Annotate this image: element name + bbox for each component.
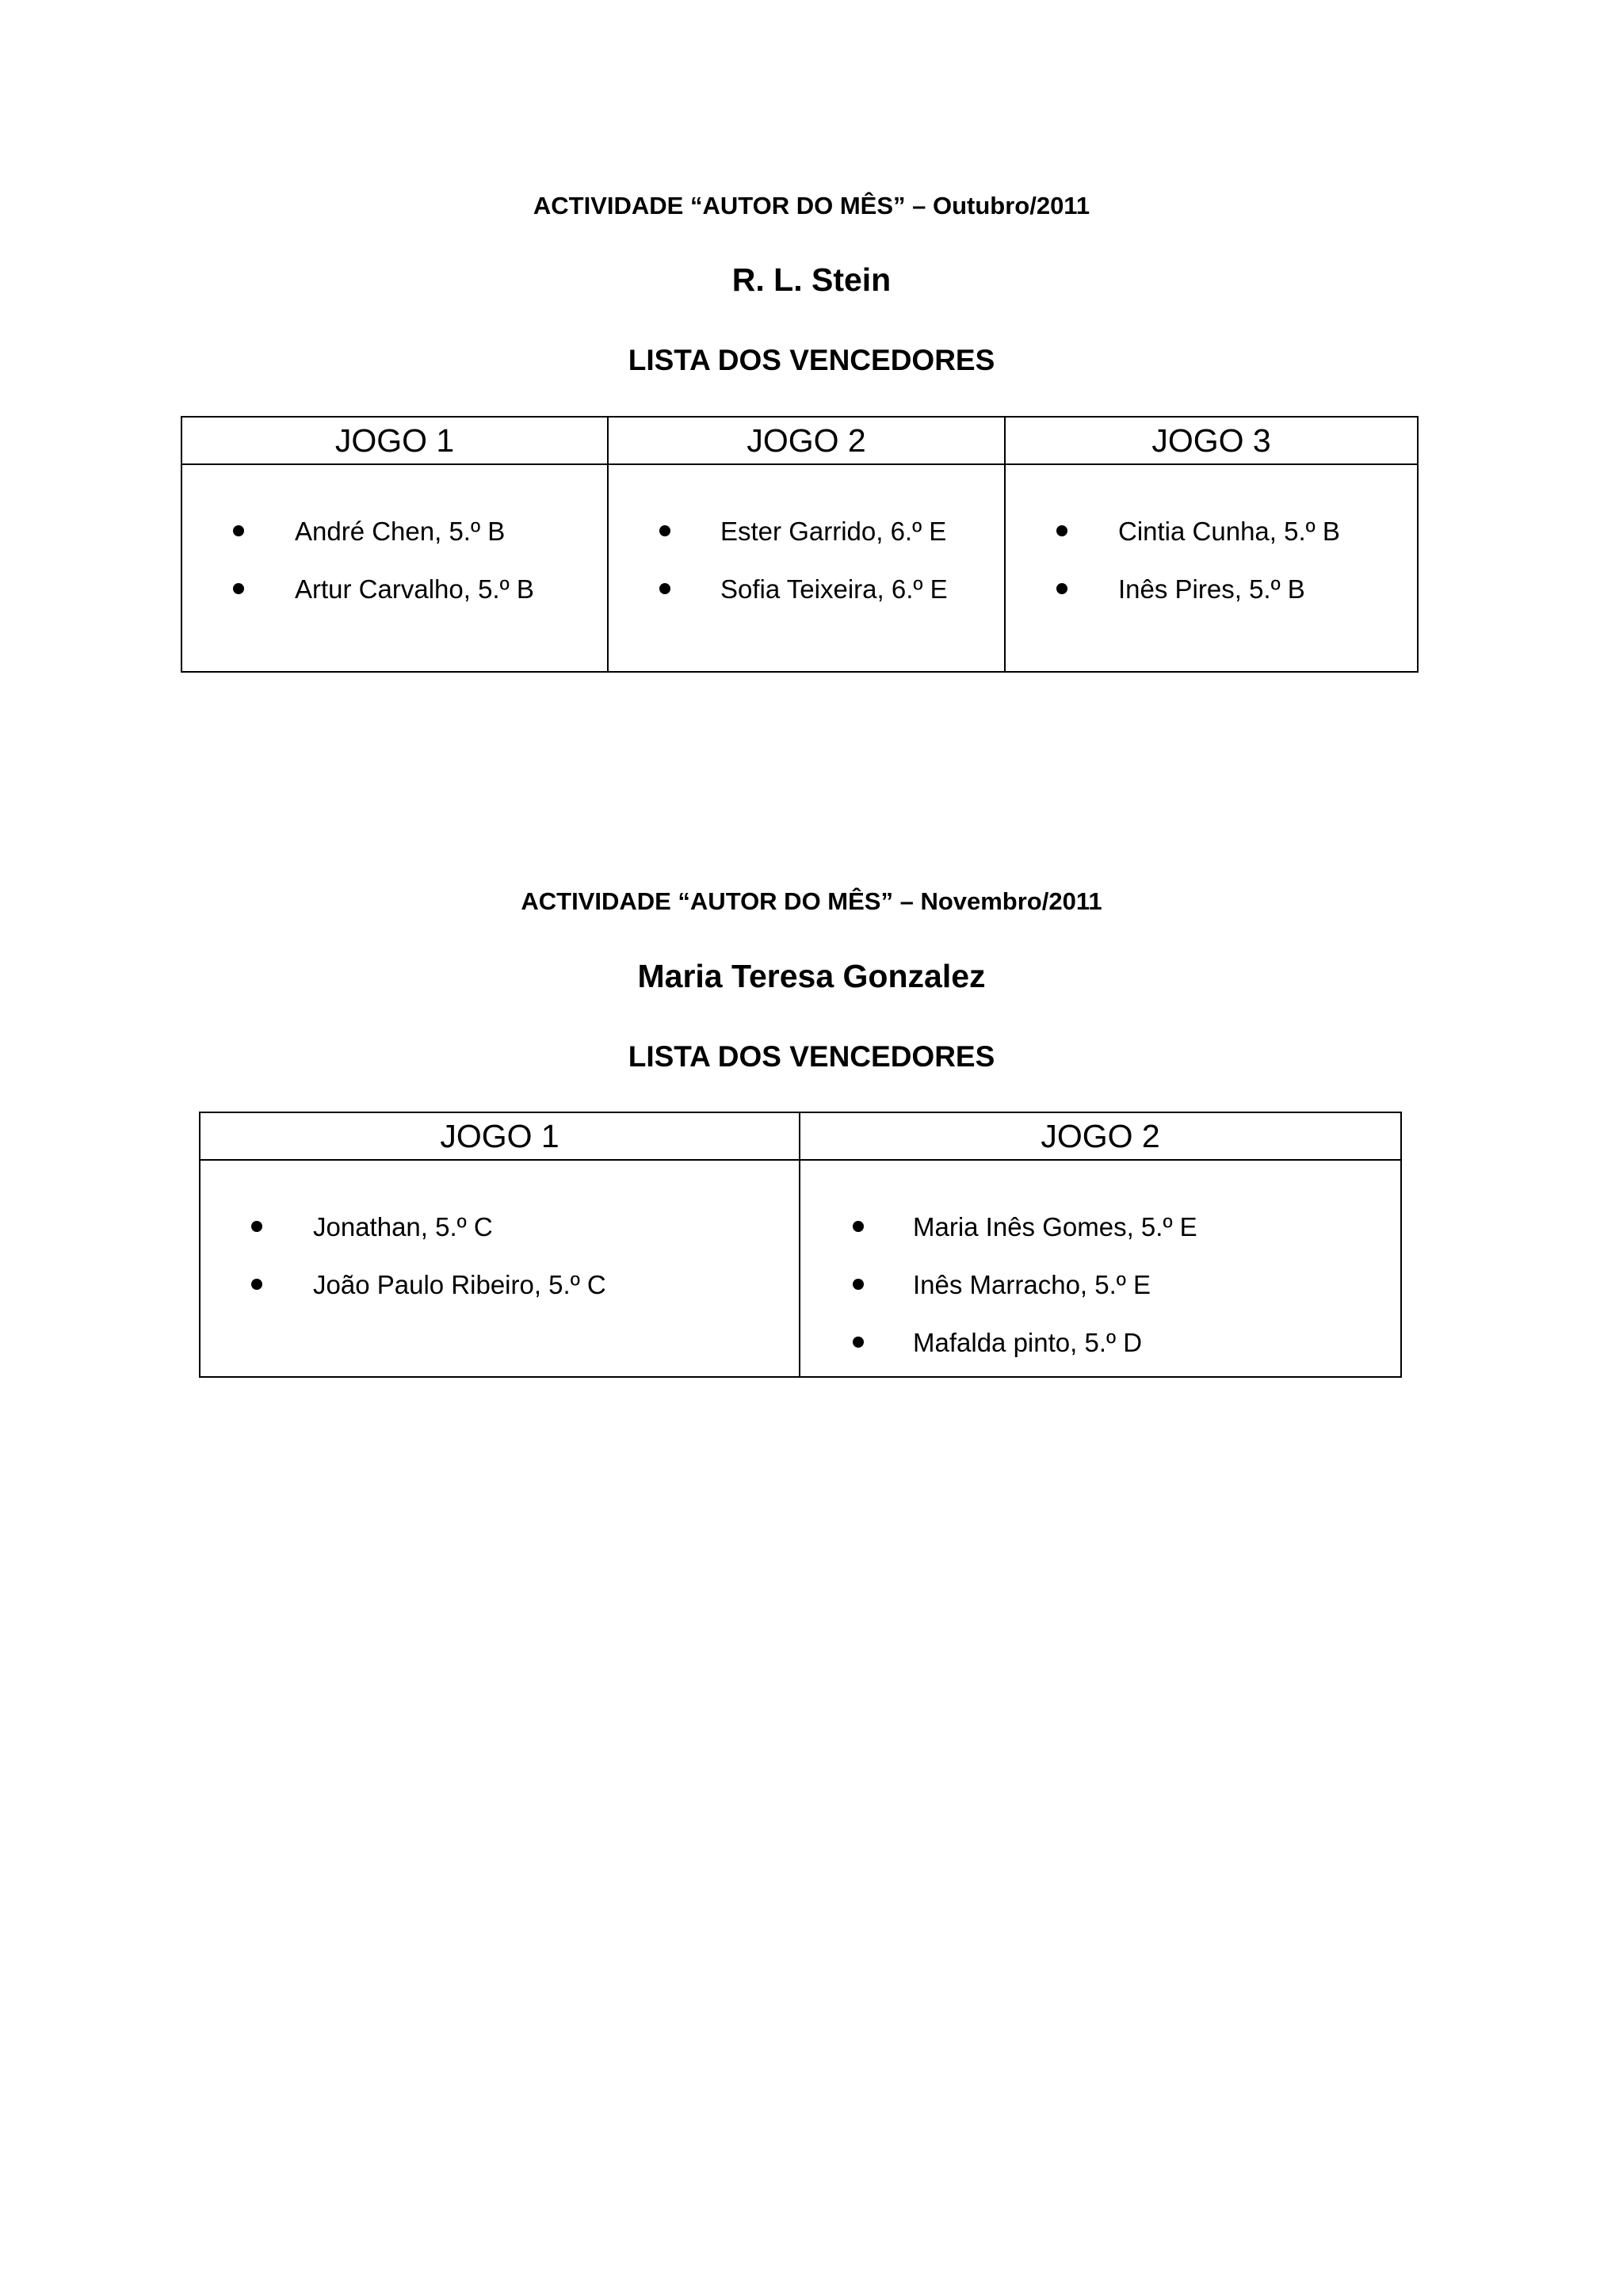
list-item	[200, 1256, 799, 1314]
winners-table-october	[181, 416, 1419, 673]
bullet-icon	[233, 525, 244, 536]
bullet-icon	[659, 583, 670, 594]
winners-list-title-november: LISTA DOS VENCEDORES	[628, 1040, 995, 1073]
column-cell-jogo-3	[1005, 464, 1418, 672]
table-header-row	[181, 417, 1418, 464]
column-header-jogo-3: JOGO 3	[1005, 417, 1418, 464]
winners-list-title-october: LISTA DOS VENCEDORES	[628, 344, 995, 376]
winner-name: Cintia Cunha, 5.º B	[1118, 517, 1340, 546]
column-cell-jogo-2	[800, 1160, 1401, 1377]
table-row	[200, 1160, 1401, 1377]
bullet-icon	[853, 1337, 864, 1348]
winners-table-november	[199, 1112, 1402, 1378]
list-item	[1006, 502, 1417, 560]
column-header-jogo-1: JOGO 1	[200, 1112, 800, 1160]
author-name-october: R. L. Stein	[731, 261, 892, 298]
list-item	[800, 1198, 1400, 1256]
list-item	[182, 502, 607, 560]
winner-name: Sofia Teixeira, 6.º E	[720, 574, 948, 604]
winner-name: Inês Pires, 5.º B	[1118, 574, 1305, 604]
column-header-jogo-2: JOGO 2	[608, 417, 1005, 464]
bullet-icon	[251, 1221, 262, 1232]
list-item	[1006, 560, 1417, 618]
winner-name: Mafalda pinto, 5.º D	[913, 1328, 1143, 1357]
winner-name: Artur Carvalho, 5.º B	[295, 574, 534, 604]
winner-name: Inês Marracho, 5.º E	[913, 1270, 1151, 1299]
bullet-icon	[853, 1279, 864, 1290]
column-header-jogo-1: JOGO 1	[181, 417, 608, 464]
list-item	[609, 560, 1004, 618]
winner-name: João Paulo Ribeiro, 5.º C	[313, 1270, 606, 1299]
list-item	[800, 1314, 1400, 1371]
table-header-row	[200, 1112, 1401, 1160]
bullet-icon	[233, 583, 244, 594]
winner-name: Jonathan, 5.º C	[313, 1212, 493, 1241]
activity-heading-october: ACTIVIDADE “AUTOR DO MÊS” – Outubro/2011	[533, 192, 1090, 219]
author-name-november: Maria Teresa Gonzalez	[637, 958, 986, 994]
bullet-icon	[251, 1279, 262, 1290]
bullet-icon	[853, 1221, 864, 1232]
bullet-icon	[1056, 525, 1067, 536]
column-header-jogo-2: JOGO 2	[800, 1112, 1401, 1160]
activity-heading-november: ACTIVIDADE “AUTOR DO MÊS” – Novembro/2011	[521, 887, 1102, 915]
winner-name: Ester Garrido, 6.º E	[720, 517, 947, 546]
list-item	[800, 1256, 1400, 1314]
list-item	[200, 1198, 799, 1256]
bullet-icon	[1056, 583, 1067, 594]
column-cell-jogo-1	[200, 1160, 800, 1377]
bullet-icon	[659, 525, 670, 536]
column-cell-jogo-2	[608, 464, 1005, 672]
list-item	[182, 560, 607, 618]
table-row	[181, 464, 1418, 672]
winner-name: André Chen, 5.º B	[295, 517, 506, 546]
winner-name: Maria Inês Gomes, 5.º E	[913, 1212, 1197, 1241]
column-cell-jogo-1	[181, 464, 608, 672]
list-item	[609, 502, 1004, 560]
